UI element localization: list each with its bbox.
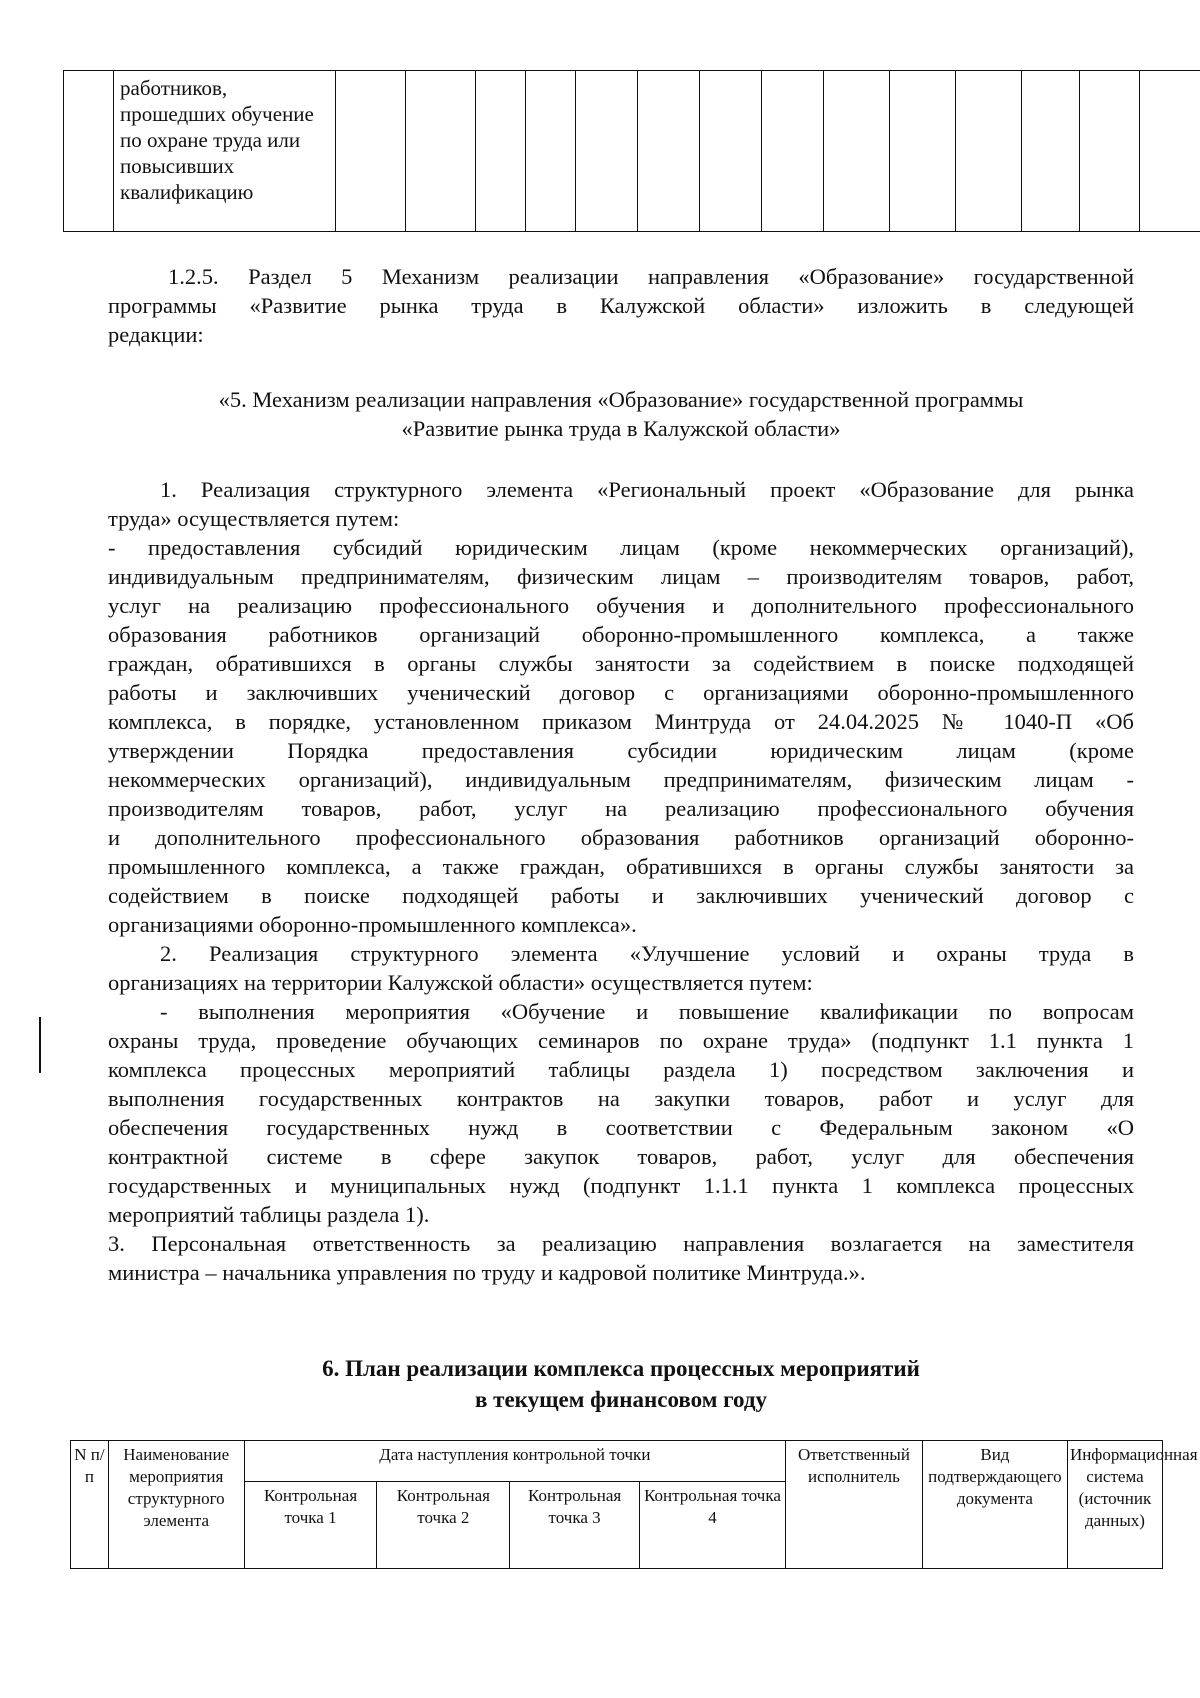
section-6-title <box>108 1353 1134 1415</box>
text-line: 1.2.5. Раздел 5 Механизм реализации направления «Образование» государственной <box>168 264 1134 289</box>
title-line: 6. План реализации комплекса процессных мероприятий <box>322 1356 920 1381</box>
header-control-point-1: Контрольная точка 1 <box>244 1482 377 1569</box>
title-line: «Развитие рынка труда в Калужской области» <box>401 416 841 441</box>
table-cell <box>1022 71 1080 232</box>
label-line: повысивших <box>120 154 235 178</box>
text-line: 1. Реализация структурного элемента «Региональный проект «Образование для рынка <box>160 477 1134 502</box>
text-line: индивидуальным предпринимателям, физическим лицам – производителям товаров, работ, <box>108 564 1134 589</box>
title-line: в текущем финансовом году <box>474 1387 768 1412</box>
table-cell <box>824 71 890 232</box>
table-cell <box>64 71 114 232</box>
header-control-point-4: Контрольная точка 4 <box>639 1482 785 1569</box>
table-cell <box>476 71 526 232</box>
table-cell <box>1080 71 1140 232</box>
table-cell <box>336 71 406 232</box>
header-control-dates: Дата наступления контрольной точки <box>244 1441 785 1482</box>
header-responsible: Ответственный исполнитель <box>786 1441 923 1569</box>
label-line: по охране труда или <box>120 128 301 152</box>
text-line: услуг на реализацию профессионального обучения и дополнительного профессионального <box>108 593 1134 618</box>
header-document-type: Вид подтверждающего документа <box>922 1441 1067 1569</box>
header-control-point-3: Контрольная точка 3 <box>510 1482 640 1569</box>
header-np: N п/п <box>71 1441 109 1569</box>
table-cell <box>406 71 476 232</box>
text-line: организациями оборонно-промышленного комплекса». <box>108 912 637 937</box>
text-line: некоммерческих организаций), индивидуальным предпринимателям, физическим лицам - <box>108 767 1134 792</box>
label-line: работников, <box>120 76 228 100</box>
text-line: программы «Развитие рынка труда в Калужской области» изложить в следующей <box>108 293 1134 318</box>
text-line: мероприятий таблицы раздела 1). <box>108 1202 430 1227</box>
text-line: 3. Персональная ответственность за реализацию направления возлагается на заместителя <box>108 1231 1134 1256</box>
table-header-row <box>71 1441 1163 1482</box>
table-cell <box>576 71 638 232</box>
text-line: труда» осуществляется путем: <box>108 506 400 531</box>
text-line: организациях на территории Калужской области» осуществляется путем: <box>108 970 813 995</box>
table-cell <box>762 71 824 232</box>
text-line: комплекса процессных мероприятий таблицы раздела 1) посредством заключения и <box>108 1057 1134 1082</box>
table-cell <box>526 71 576 232</box>
table-cell <box>700 71 762 232</box>
text-line: - выполнения мероприятия «Обучение и повышение квалификации по вопросам <box>160 999 1134 1024</box>
header-info-system: Информационная система (источник данных) <box>1067 1441 1162 1569</box>
title-line: «5. Механизм реализации направления «Образование» государственной программы <box>218 387 1024 412</box>
header-control-point-2: Контрольная точка 2 <box>377 1482 510 1569</box>
text-line: образования работников организаций оборонно-промышленного комплекса, а также <box>108 622 1134 647</box>
text-line: утверждении Порядка предоставления субсидии юридическим лицам (кроме <box>108 738 1134 763</box>
table-row <box>64 71 1200 232</box>
plan-table <box>70 1440 1198 1569</box>
section-5-body <box>108 475 1134 1287</box>
text-line: производителям товаров, работ, услуг на реализацию профессионального обучения <box>108 796 1134 821</box>
margin-change-bar <box>39 1017 41 1073</box>
text-line: и дополнительного профессионального образования работников организаций оборонно- <box>108 825 1134 850</box>
text-line: 2. Реализация структурного элемента «Улучшение условий и охраны труда в <box>160 941 1134 966</box>
table-cell <box>956 71 1022 232</box>
label-line: прошедших обучение <box>120 102 314 126</box>
text-line: обеспечения государственных нужд в соответствии с Федеральным законом «О <box>108 1115 1134 1140</box>
text-line: государственных и муниципальных нужд (подпункт 1.1.1 пункта 1 комплекса процессных <box>108 1173 1134 1198</box>
indicator-table-fragment <box>63 70 1200 232</box>
section-5-title <box>108 385 1134 443</box>
text-line: комплекса, в порядке, установленном приказом Минтруда от 24.04.2025 № 1040-П «Об <box>108 709 1134 734</box>
table-cell <box>638 71 700 232</box>
text-line: контрактной системе в сфере закупок товаров, работ, услуг для обеспечения <box>108 1144 1134 1169</box>
text-line: граждан, обратившихся в органы службы занятости за содействием в поиске подходящей <box>108 651 1134 676</box>
indicator-label-cell <box>114 71 336 232</box>
text-line: содействием в поиске подходящей работы и заключивших ученический договор с <box>108 883 1134 908</box>
header-activity-name: Наименование мероприятия структурного элемента <box>108 1441 244 1569</box>
text-line: редакции: <box>108 322 204 347</box>
amendment-paragraph <box>108 262 1134 349</box>
text-line: выполнения государственных контрактов на закупки товаров, работ и услуг для <box>108 1086 1134 1111</box>
text-line: охраны труда, проведение обучающих семинаров по охране труда» (подпункт 1.1 пункта 1 <box>108 1028 1134 1053</box>
text-line: работы и заключивших ученический договор с организациями оборонно-промышленного <box>108 680 1134 705</box>
text-line: министра – начальника управления по труду и кадровой политике Минтруда.». <box>108 1260 866 1285</box>
text-line: промышленного комплекса, а также граждан, обратившихся в органы службы занятости за <box>108 854 1134 879</box>
text-line: - предоставления субсидий юридическим лицам (кроме некоммерческих организаций), <box>108 535 1134 560</box>
table-cell <box>1140 71 1200 232</box>
table-cell <box>890 71 956 232</box>
label-line: квалификацию <box>120 180 254 204</box>
